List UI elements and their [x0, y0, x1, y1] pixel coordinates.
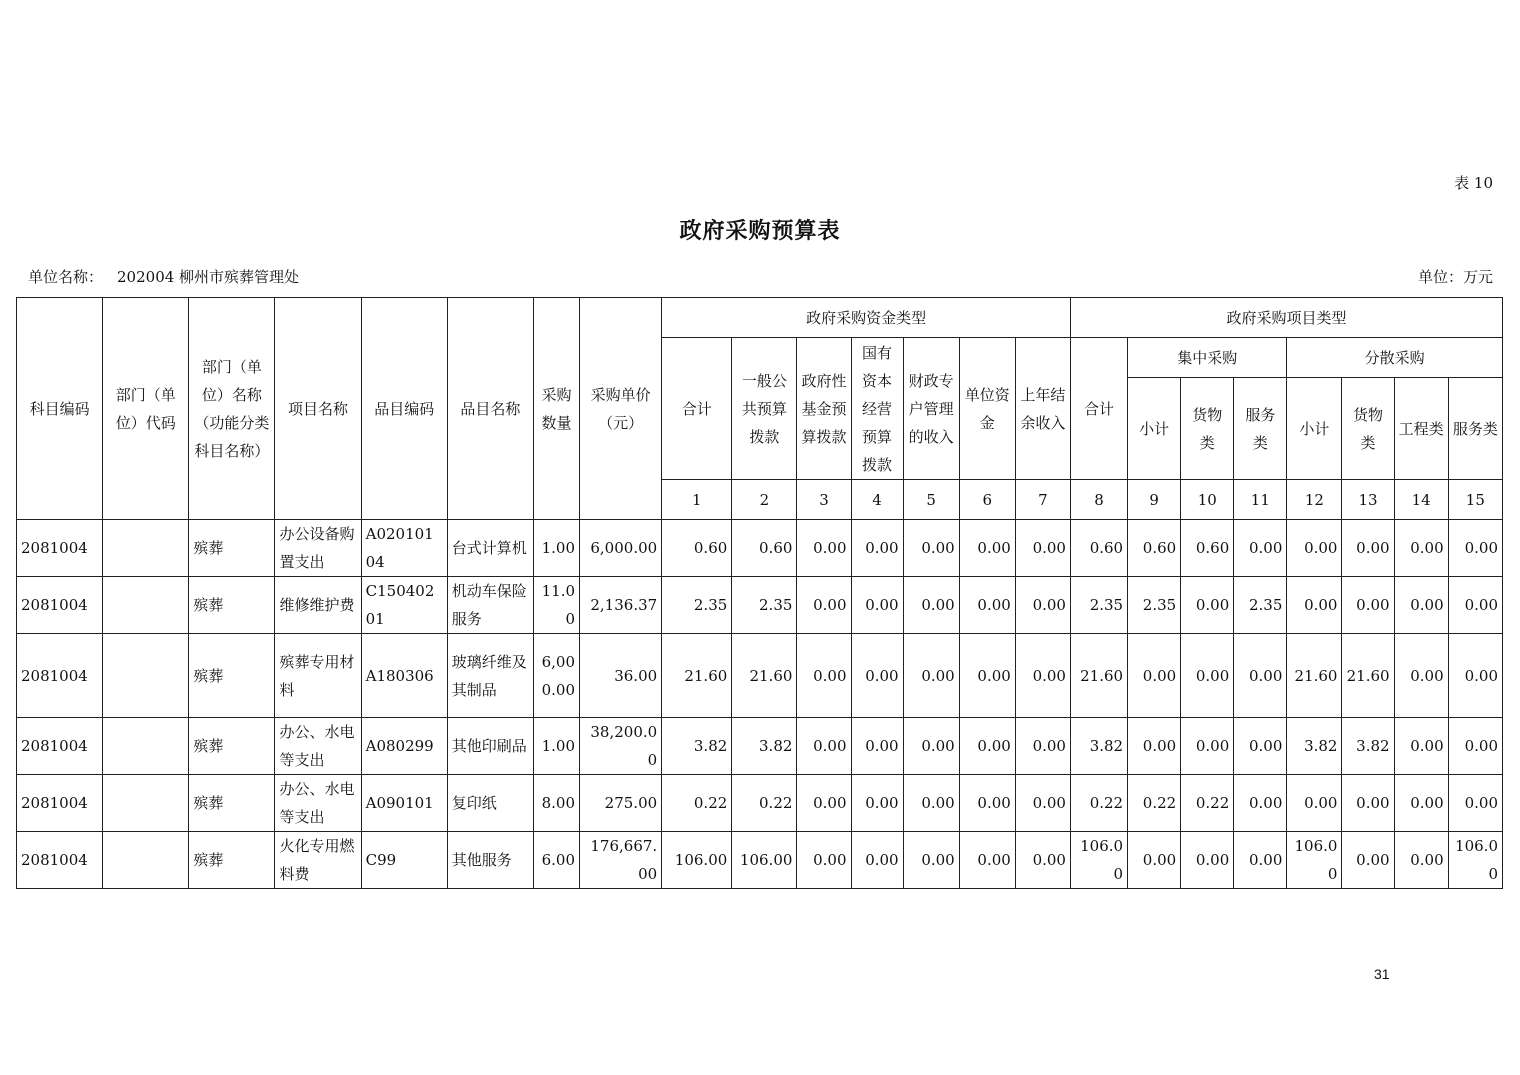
cell-amount: 0.00: [1181, 577, 1234, 634]
header-general-budget: 一般公共预算拨款: [732, 338, 797, 480]
header-unit-price: 采购单价（元）: [580, 298, 662, 520]
cell-dept-name: 殡葬: [189, 634, 275, 718]
cell-amount: 0.00: [1015, 832, 1070, 889]
cell-amount: 106.00: [1070, 832, 1127, 889]
cell-item-code: A080299: [361, 718, 447, 775]
cell-dept-code: [103, 520, 189, 577]
cell-amount: 0.00: [1015, 634, 1070, 718]
column-number: 9: [1128, 480, 1181, 520]
cell-amount: 0.00: [1448, 775, 1502, 832]
cell-amount: 21.60: [1070, 634, 1127, 718]
cell-project-name: 殡葬专用材料: [275, 634, 361, 718]
cell-amount: 3.82: [1342, 718, 1394, 775]
procurement-budget-table: [16, 297, 1503, 889]
table-row: [17, 520, 1503, 577]
cell-dept-code: [103, 718, 189, 775]
cell-amount: 0.00: [1234, 775, 1287, 832]
cell-amount: 3.82: [732, 718, 797, 775]
cell-amount: 0.00: [1015, 718, 1070, 775]
cell-amount: 2.35: [732, 577, 797, 634]
cell-amount: 21.60: [662, 634, 732, 718]
cell-amount: 0.00: [797, 832, 851, 889]
column-number: 10: [1181, 480, 1234, 520]
cell-item-name: 台式计算机: [447, 520, 533, 577]
header-decentralized: 分散采购: [1287, 338, 1503, 378]
cell-dept-name: 殡葬: [189, 832, 275, 889]
header-row-1: [17, 298, 1503, 338]
cell-dept-name: 殡葬: [189, 718, 275, 775]
cell-amount: 3.82: [1287, 718, 1342, 775]
unit-name-line: [28, 266, 299, 287]
currency-unit: 单位：万元: [1417, 268, 1493, 286]
cell-item-code: A02010104: [361, 520, 447, 577]
cell-dept-code: [103, 832, 189, 889]
cell-unit-price: 275.00: [580, 775, 662, 832]
cell-amount: 0.00: [1181, 832, 1234, 889]
cell-amount: 0.00: [959, 775, 1015, 832]
cell-amount: 0.00: [797, 634, 851, 718]
column-number: 13: [1342, 480, 1394, 520]
table-row: [17, 577, 1503, 634]
cell-amount: 3.82: [662, 718, 732, 775]
cell-amount: 106.00: [732, 832, 797, 889]
document-title: 政府采购预算表: [679, 218, 841, 244]
cell-amount: 0.00: [851, 832, 903, 889]
cell-quantity: 6,000.00: [533, 634, 579, 718]
cell-amount: 0.60: [1181, 520, 1234, 577]
cell-amount: 0.00: [959, 634, 1015, 718]
header-item-name: 品目名称: [447, 298, 533, 520]
cell-unit-price: 38,200.00: [580, 718, 662, 775]
column-number: 2: [732, 480, 797, 520]
cell-item-code: C99: [361, 832, 447, 889]
cell-amount: 0.60: [662, 520, 732, 577]
cell-item-name: 玻璃纤维及其制品: [447, 634, 533, 718]
cell-amount: 0.00: [1234, 832, 1287, 889]
cell-amount: 2.35: [1070, 577, 1127, 634]
cell-amount: 0.00: [959, 832, 1015, 889]
cell-amount: 0.00: [1394, 577, 1448, 634]
column-number: 4: [851, 480, 903, 520]
cell-amount: 0.00: [1287, 775, 1342, 832]
cell-item-name: 复印纸: [447, 775, 533, 832]
header-centralized-goods: 货物类: [1181, 378, 1234, 480]
cell-amount: 0.00: [1394, 634, 1448, 718]
cell-project-name: 办公、水电等支出: [275, 775, 361, 832]
column-number: 5: [903, 480, 959, 520]
header-project-total: 合计: [1070, 338, 1127, 480]
cell-quantity: 1.00: [533, 718, 579, 775]
header-quantity: 采购数量: [533, 298, 579, 520]
cell-amount: 0.00: [797, 520, 851, 577]
cell-item-name: 其他印刷品: [447, 718, 533, 775]
cell-amount: 0.00: [1128, 832, 1181, 889]
cell-unit-price: 6,000.00: [580, 520, 662, 577]
header-centralized: 集中采购: [1128, 338, 1287, 378]
cell-amount: 0.00: [797, 577, 851, 634]
cell-amount: 0.00: [1128, 718, 1181, 775]
cell-amount: 21.60: [732, 634, 797, 718]
cell-amount: 0.00: [903, 718, 959, 775]
cell-amount: 0.00: [1015, 775, 1070, 832]
table-body: [17, 298, 1503, 889]
cell-quantity: 11.00: [533, 577, 579, 634]
cell-dept-code: [103, 577, 189, 634]
cell-amount: 0.00: [1015, 520, 1070, 577]
cell-subject-code: 2081004: [17, 634, 103, 718]
cell-item-code: A180306: [361, 634, 447, 718]
cell-unit-price: 2,136.37: [580, 577, 662, 634]
cell-subject-code: 2081004: [17, 775, 103, 832]
cell-amount: 0.22: [1070, 775, 1127, 832]
cell-quantity: 8.00: [533, 775, 579, 832]
cell-amount: 0.00: [1448, 634, 1502, 718]
cell-amount: 0.60: [1128, 520, 1181, 577]
cell-amount: 0.00: [797, 775, 851, 832]
cell-dept-name: 殡葬: [189, 775, 275, 832]
cell-amount: 0.22: [732, 775, 797, 832]
cell-amount: 0.00: [1234, 718, 1287, 775]
cell-item-code: C15040201: [361, 577, 447, 634]
cell-project-name: 办公设备购置支出: [275, 520, 361, 577]
cell-amount: 0.00: [959, 718, 1015, 775]
cell-unit-price: 176,667.00: [580, 832, 662, 889]
cell-dept-code: [103, 634, 189, 718]
header-subject-code: 科目编码: [17, 298, 103, 520]
cell-amount: 0.00: [1448, 577, 1502, 634]
cell-amount: 0.00: [851, 718, 903, 775]
cell-project-name: 办公、水电等支出: [275, 718, 361, 775]
header-dept-code: 部门（单位）代码: [103, 298, 189, 520]
table-row: [17, 775, 1503, 832]
header-decentralized-goods: 货物类: [1342, 378, 1394, 480]
cell-amount: 0.60: [1070, 520, 1127, 577]
header-unit-fund: 单位资金: [959, 338, 1015, 480]
cell-amount: 0.00: [903, 577, 959, 634]
unit-name-value: 202004 柳州市殡葬管理处: [117, 268, 300, 286]
header-fund-total: 合计: [662, 338, 732, 480]
cell-amount: 0.00: [797, 718, 851, 775]
table-number-label: 表 10: [1454, 174, 1493, 192]
cell-amount: 0.60: [732, 520, 797, 577]
header-prior-balance: 上年结余收入: [1015, 338, 1070, 480]
cell-amount: 0.00: [851, 775, 903, 832]
header-gov-fund: 政府性基金预算拨款: [797, 338, 851, 480]
header-item-code: 品目编码: [361, 298, 447, 520]
cell-amount: 0.00: [1394, 718, 1448, 775]
page-number: 31: [1374, 966, 1390, 982]
cell-amount: 2.35: [1128, 577, 1181, 634]
cell-project-name: 维修维护费: [275, 577, 361, 634]
cell-amount: 106.00: [1287, 832, 1342, 889]
cell-amount: 0.00: [903, 634, 959, 718]
column-number: 1: [662, 480, 732, 520]
cell-amount: 0.00: [1448, 520, 1502, 577]
column-number: 6: [959, 480, 1015, 520]
unit-name-label: 单位名称：: [28, 268, 104, 286]
table-row: [17, 634, 1503, 718]
cell-amount: 0.00: [903, 832, 959, 889]
cell-dept-code: [103, 775, 189, 832]
cell-amount: 0.00: [1448, 718, 1502, 775]
cell-amount: 0.00: [1234, 520, 1287, 577]
cell-unit-price: 36.00: [580, 634, 662, 718]
cell-amount: 3.82: [1070, 718, 1127, 775]
cell-amount: 0.00: [1394, 775, 1448, 832]
header-state-capital: 国有资本经营预算拨款: [851, 338, 903, 480]
header-fund-type-group: 政府采购资金类型: [662, 298, 1071, 338]
cell-amount: 21.60: [1342, 634, 1394, 718]
cell-amount: 106.00: [1448, 832, 1502, 889]
cell-amount: 0.00: [1128, 634, 1181, 718]
cell-amount: 0.00: [1342, 577, 1394, 634]
cell-project-name: 火化专用燃料费: [275, 832, 361, 889]
cell-amount: 0.00: [1394, 832, 1448, 889]
cell-amount: 106.00: [662, 832, 732, 889]
cell-amount: 0.00: [851, 520, 903, 577]
cell-amount: 0.00: [903, 775, 959, 832]
cell-subject-code: 2081004: [17, 718, 103, 775]
header-special-account: 财政专户管理的收入: [903, 338, 959, 480]
cell-amount: 0.00: [851, 577, 903, 634]
header-centralized-subtotal: 小计: [1128, 378, 1181, 480]
cell-subject-code: 2081004: [17, 577, 103, 634]
table-row: [17, 832, 1503, 889]
column-number: 14: [1394, 480, 1448, 520]
cell-amount: 0.22: [1128, 775, 1181, 832]
cell-amount: 0.00: [903, 520, 959, 577]
cell-amount: 0.00: [1287, 520, 1342, 577]
cell-amount: 0.22: [1181, 775, 1234, 832]
cell-amount: 0.00: [1015, 577, 1070, 634]
header-decentralized-engineering: 工程类: [1394, 378, 1448, 480]
header-decentralized-subtotal: 小计: [1287, 378, 1342, 480]
cell-amount: 2.35: [662, 577, 732, 634]
cell-quantity: 1.00: [533, 520, 579, 577]
table-row: [17, 718, 1503, 775]
cell-amount: 2.35: [1234, 577, 1287, 634]
column-number: 8: [1070, 480, 1127, 520]
cell-amount: 0.00: [1342, 832, 1394, 889]
cell-item-name: 机动车保险服务: [447, 577, 533, 634]
header-project-name: 项目名称: [275, 298, 361, 520]
cell-amount: 0.22: [662, 775, 732, 832]
cell-subject-code: 2081004: [17, 832, 103, 889]
cell-subject-code: 2081004: [17, 520, 103, 577]
cell-item-code: A090101: [361, 775, 447, 832]
column-number: 3: [797, 480, 851, 520]
cell-amount: 0.00: [1287, 577, 1342, 634]
header-dept-name: 部门（单位）名称（功能分类科目名称）: [189, 298, 275, 520]
cell-quantity: 6.00: [533, 832, 579, 889]
column-number: 15: [1448, 480, 1502, 520]
cell-amount: 0.00: [1181, 718, 1234, 775]
cell-amount: 0.00: [1394, 520, 1448, 577]
cell-amount: 0.00: [1234, 634, 1287, 718]
cell-dept-name: 殡葬: [189, 577, 275, 634]
cell-amount: 0.00: [1342, 520, 1394, 577]
cell-amount: 21.60: [1287, 634, 1342, 718]
header-project-type-group: 政府采购项目类型: [1070, 298, 1502, 338]
cell-amount: 0.00: [959, 520, 1015, 577]
header-centralized-services: 服务类: [1234, 378, 1287, 480]
header-decentralized-services: 服务类: [1448, 378, 1502, 480]
column-number: 11: [1234, 480, 1287, 520]
cell-amount: 0.00: [959, 577, 1015, 634]
cell-amount: 0.00: [1181, 634, 1234, 718]
column-number: 12: [1287, 480, 1342, 520]
column-number: 7: [1015, 480, 1070, 520]
cell-dept-name: 殡葬: [189, 520, 275, 577]
cell-item-name: 其他服务: [447, 832, 533, 889]
cell-amount: 0.00: [1342, 775, 1394, 832]
cell-amount: 0.00: [851, 634, 903, 718]
